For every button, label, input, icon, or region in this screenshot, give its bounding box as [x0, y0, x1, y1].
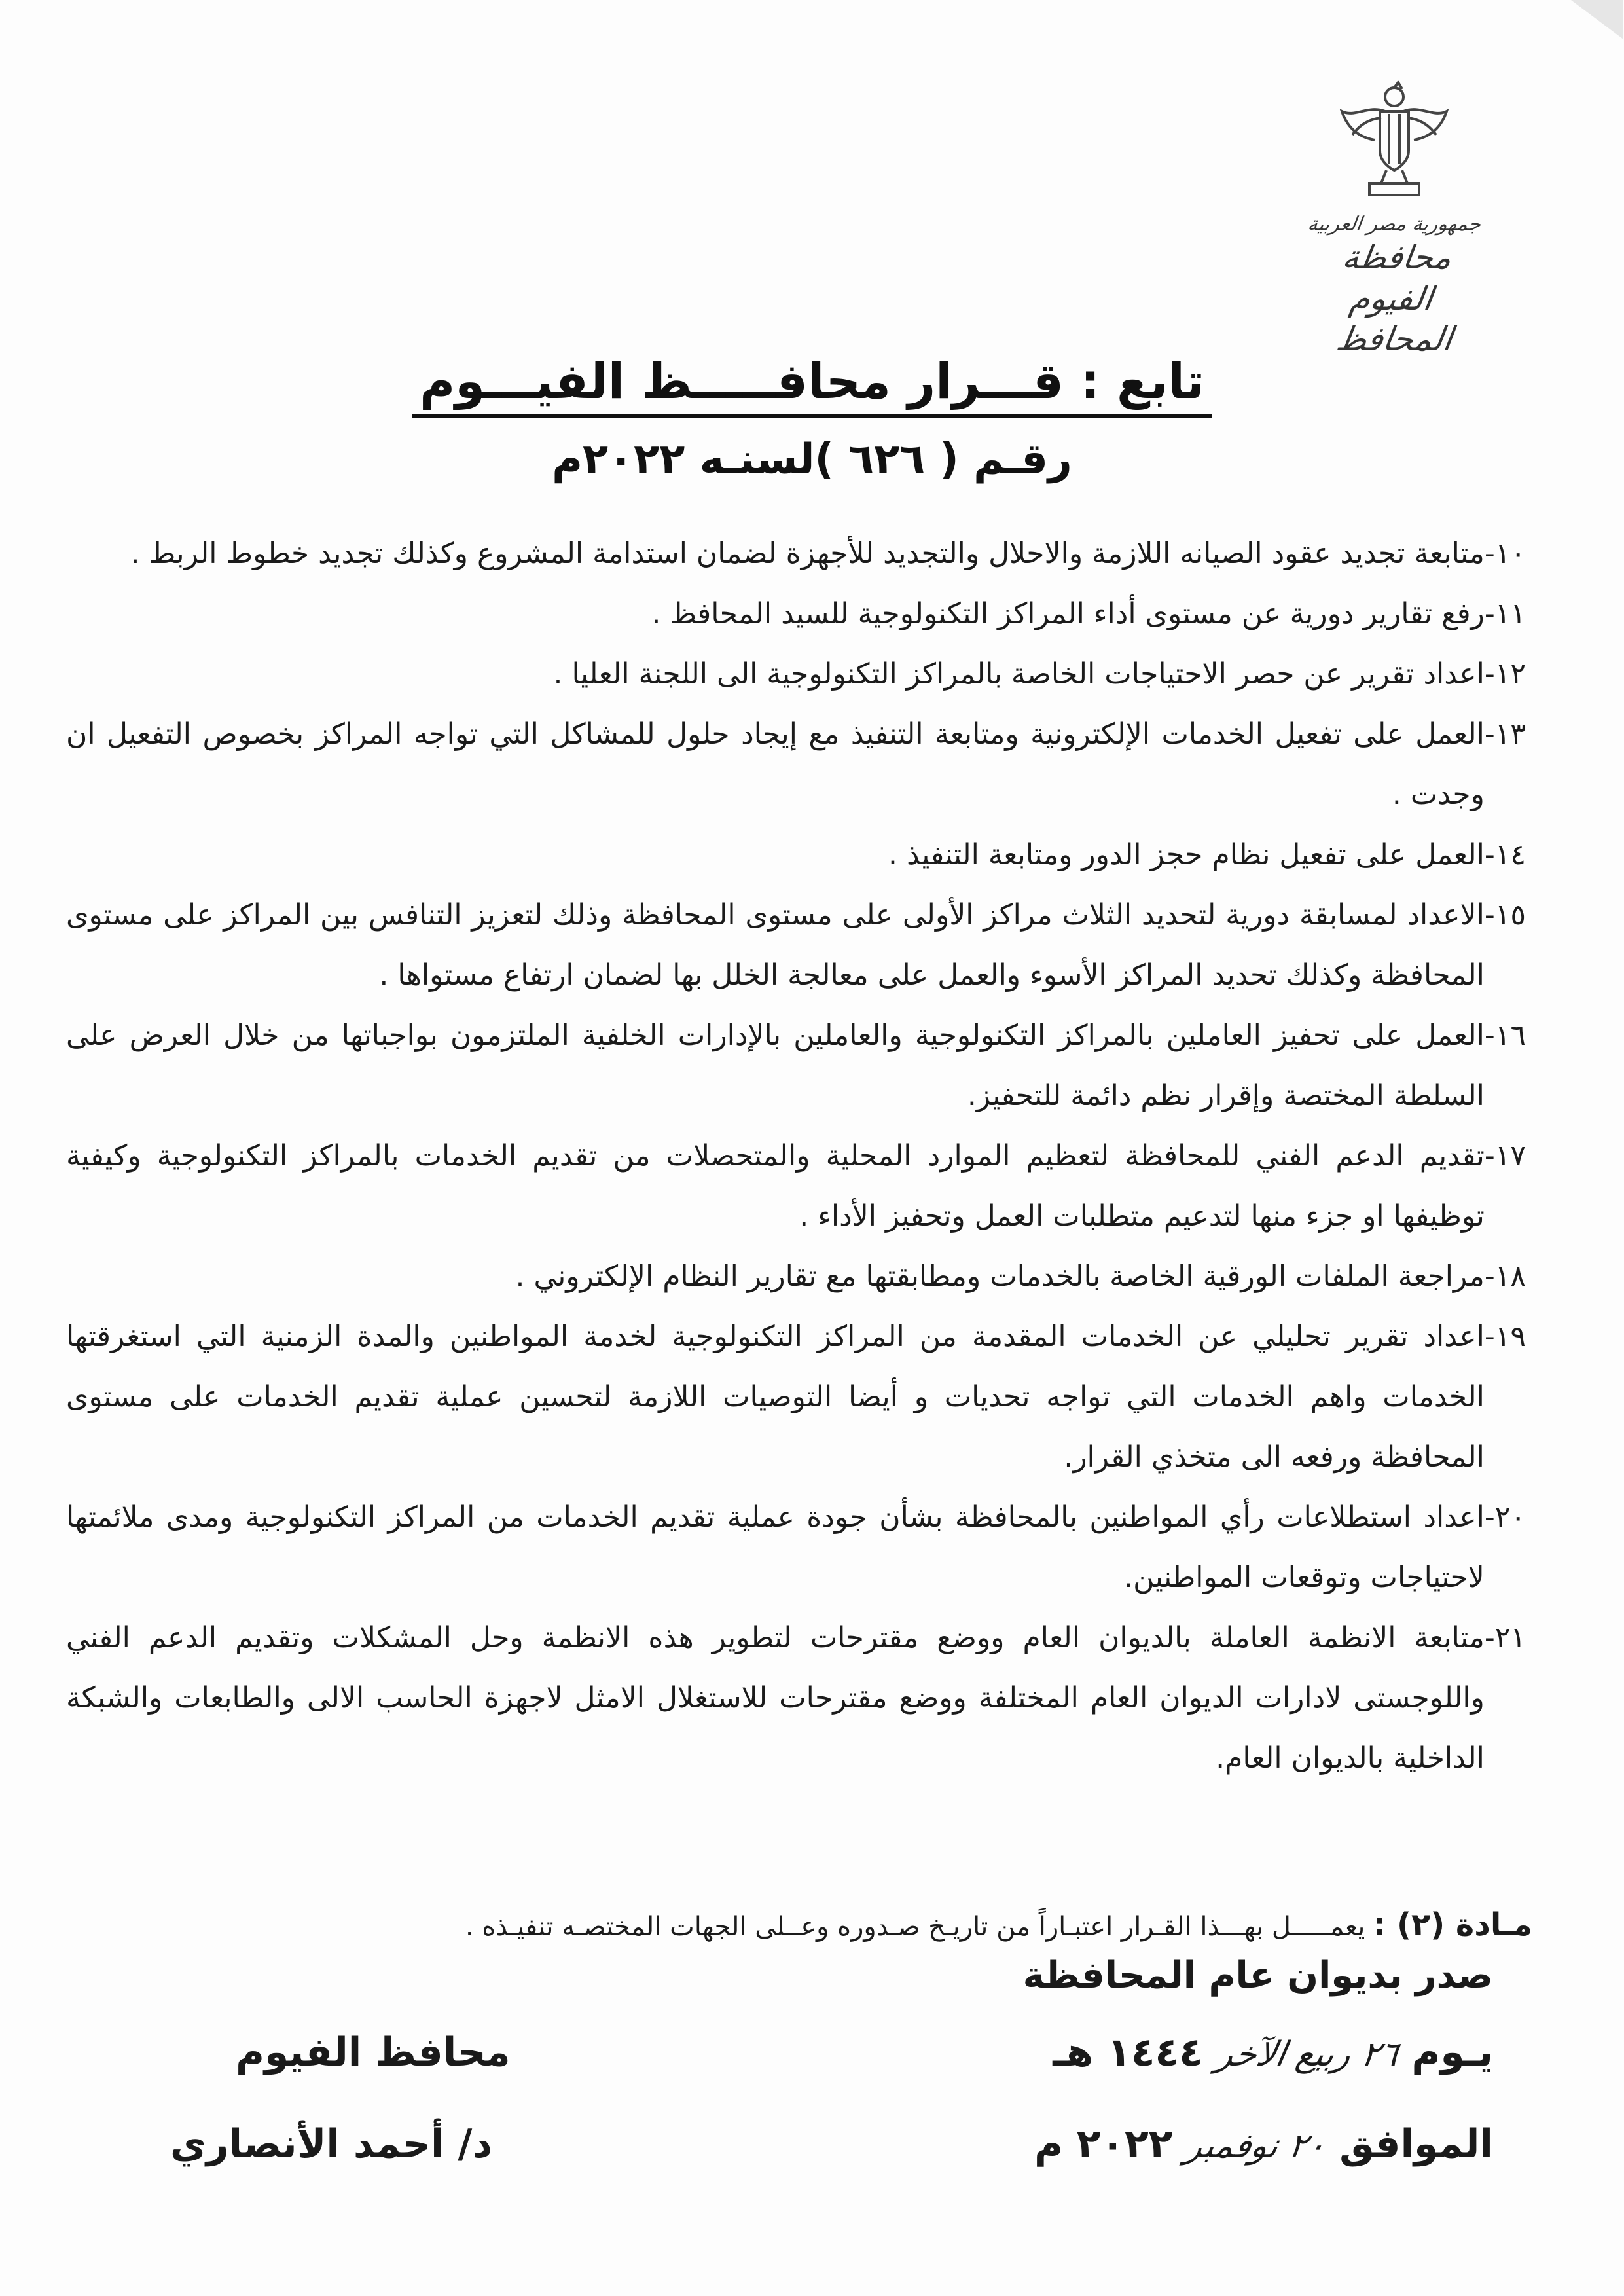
gregorian-prefix: الموافق: [1339, 2121, 1493, 2167]
governor-title: محافظ الفيوم: [236, 2030, 511, 2075]
item-number: ٢١-: [1484, 1621, 1526, 1654]
decree-item: [66, 524, 1526, 584]
decree-item: [66, 1247, 1526, 1307]
letterhead-country: جمهورية مصر العربية: [1306, 213, 1483, 236]
item-text: العمل على تحفيز العاملين بالمراكز التكنولوجية والعاملين بالإدارات الخلفية الملتزمون بواجباتها من خلال العرض على السلطة المختصة وإقرار نظم دائمة للتحفيز.: [66, 1019, 1485, 1112]
decree-title: [0, 354, 1624, 410]
item-number: ١١-: [1484, 597, 1526, 630]
governor-name: د/ أحمد الأنصاري: [170, 2121, 493, 2167]
decree-item: [66, 825, 1526, 885]
eagle-emblem-icon: [1329, 72, 1460, 203]
item-number: ١٠-: [1484, 537, 1526, 570]
hijri-date: [1053, 2030, 1493, 2075]
article-text: يعمـــــل بهـــذا القـرار اعتبـاراً من تاريـخ صـدوره وعــلى الجهات المختصـه تنفيـذه .: [465, 1912, 1365, 1942]
hijri-handwritten-day: ٢٦ ربيع الآخر: [1213, 2035, 1401, 2074]
decree-item: [66, 1307, 1526, 1487]
item-text: مراجعة الملفات الورقية الخاصة بالخدمات ومطابقتها مع تقارير النظام الإلكتروني .: [515, 1260, 1485, 1293]
scan-corner-mark: [1571, 0, 1623, 39]
item-number: ١٥-: [1484, 898, 1526, 932]
item-text: الاعداد لمسابقة دورية لتحديد الثلاث مراكز الأولى على مستوى المحافظة وذلك لتعزيز التنافس بين المراكز على مستوى المحافظة وكذلك تحديد المراكز الأسوء والعمل على معالجة الخلل بها لضمان ارتفاع مستواها .: [66, 898, 1485, 992]
letterhead: [1296, 72, 1492, 373]
decree-number: رقـم ( ٦٢٦ )لسنـه ٢٠٢٢م: [552, 435, 1072, 484]
decree-items: [66, 524, 1526, 1789]
decree-item: [66, 1126, 1526, 1247]
hijri-prefix: يـوم: [1411, 2030, 1493, 2075]
item-number: ١٢-: [1484, 657, 1526, 691]
decree-item: [66, 1487, 1526, 1608]
item-text: تقديم الدعم الفني للمحافظة لتعظيم الموارد المحلية والمتحصلات من تقديم الخدمات بالمراكز التكنولوجية وكيفية توظيفها او جزء منها لتدعيم متطلبات العمل وتحفيز الأداء .: [66, 1139, 1485, 1233]
item-number: ١٩-: [1484, 1320, 1526, 1353]
item-text: اعداد استطلاعات رأي المواطنين بالمحافظة بشأن جودة عملية تقديم الخدمات من المراكز التكنولوجية ومدى ملائمتها لاحتياجات وتوقعات المواطنين.: [66, 1501, 1485, 1594]
item-text: العمل على تفعيل نظام حجز الدور ومتابعة التنفيذ .: [888, 838, 1485, 871]
decree-item: [66, 704, 1526, 825]
item-text: متابعة الانظمة العاملة بالديوان العام ووضع مقترحات لتطوير هذه الانظمة وحل المشكلات وتقديم الدعم الفني واللوجستى لادارات الديوان العام المختلفة ووضع مقترحات للاستغلال الامثل لاجهزة الحاسب الالى والطابعات والشبكة الداخلية بالديوان العام.: [66, 1621, 1485, 1775]
letterhead-office: المحافظ: [1333, 319, 1455, 358]
article-2: [66, 1899, 1532, 1953]
item-text: رفع تقارير دورية عن مستوى أداء المراكز التكنولوجية للسيد المحافظ .: [651, 597, 1485, 630]
item-number: ١٣-: [1484, 718, 1526, 751]
decree-item: [66, 584, 1526, 644]
item-text: اعداد تقرير تحليلي عن الخدمات المقدمة من المراكز التكنولوجية لخدمة المواطنين والمدة الزمنية التي استغرقتها الخدمات واهم الخدمات التي تواجه تحديات و أيضا التوصيات اللازمة لتحسين عملية تقديم الخدمات على مستوى المحافظة ورفعه الى متخذي القرار.: [66, 1320, 1485, 1474]
decree-item: [66, 644, 1526, 704]
decree-item: [66, 885, 1526, 1006]
issued-at: صدر بديوان عام المحافظة: [1022, 1954, 1493, 1997]
decree-item: [66, 1006, 1526, 1126]
decree-title-text: تابع : قـــرار محافـــــظ الفيـــوم: [412, 354, 1212, 418]
item-number: ٢٠-: [1484, 1501, 1526, 1534]
gregorian-date: [1034, 2121, 1493, 2167]
item-number: ١٧-: [1484, 1139, 1526, 1173]
item-number: ١٦-: [1484, 1019, 1526, 1052]
item-text: العمل على تفعيل الخدمات الإلكترونية ومتابعة التنفيذ مع إيجاد حلول للمشاكل التي تواجه المراكز بخصوص التفعيل ان وجدت .: [66, 718, 1485, 811]
gregorian-year: ٢٠٢٢ م: [1034, 2121, 1173, 2167]
hijri-year: ١٤٤٤ هـ: [1053, 2030, 1203, 2075]
item-text: اعداد تقرير عن حصر الاحتياجات الخاصة بالمراكز التكنولوجية الى اللجنة العليا .: [553, 657, 1485, 691]
letterhead-governorate: محافظة الفيوم: [1340, 238, 1454, 317]
item-text: متابعة تجديد عقود الصيانه اللازمة والاحلال والتجديد للأجهزة لضمان استدامة المشروع وكذلك تجديد خطوط الربط .: [130, 537, 1485, 570]
item-number: ١٨-: [1484, 1260, 1526, 1293]
gregorian-handwritten-day: ٢٠ نوفمبر: [1182, 2126, 1329, 2166]
decree-item: [66, 1608, 1526, 1789]
article-label: مـادة (٢) :: [1373, 1906, 1532, 1943]
item-number: ١٤-: [1484, 838, 1526, 871]
